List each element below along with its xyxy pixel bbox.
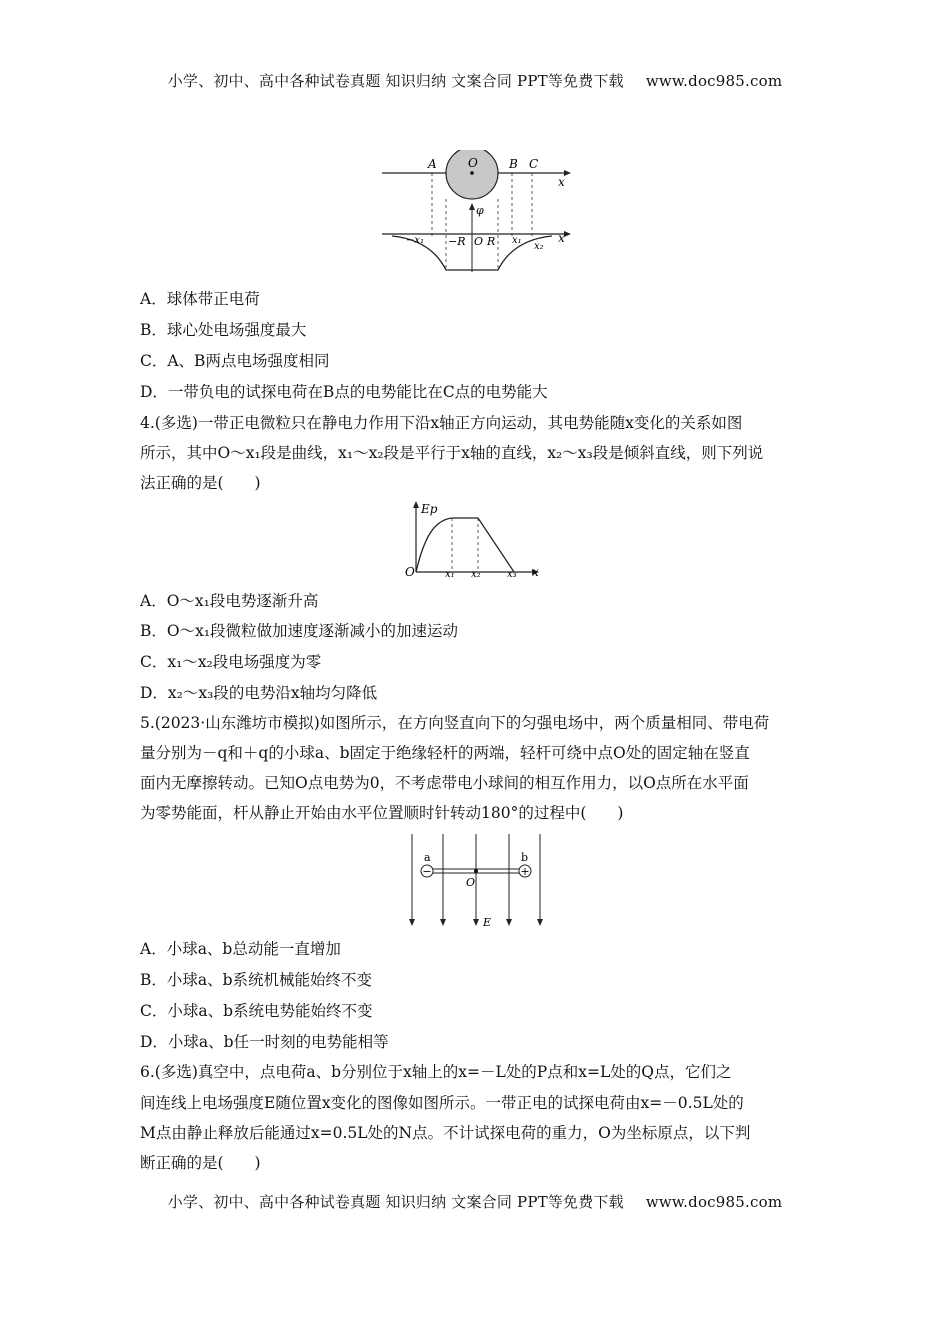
minus-sign: − — [422, 865, 432, 878]
plus-sign: + — [520, 865, 530, 878]
label-C: C — [529, 157, 539, 171]
q4-option-a: A．O～x₁段电势逐渐升高 — [140, 592, 319, 610]
label-B: B — [509, 157, 518, 171]
q5-stem-line-1: 5.(2023·山东潍坊市模拟)如图所示，在方向竖直向下的匀强电场中，两个质量相同、带电荷 — [140, 714, 770, 732]
q4-stem-line-2: 所示，其中O～x₁段是曲线，x₁～x₂段是平行于x轴的直线，x₂～x₃段是倾斜直线，则下列说 — [140, 444, 764, 462]
page-header — [0, 70, 950, 91]
q6-stem-line-2: 间连线上电场强度E随位置x变化的图像如图所示。一带正电的试探电荷由x=－0.5L处的 — [140, 1094, 744, 1112]
q4-option-c: C．x₁～x₂段电场强度为零 — [140, 653, 322, 671]
q4-stem-line-1: 4.(多选)一带正电微粒只在静电力作用下沿x轴正方向运动，其电势能随x变化的关系如图 — [140, 414, 743, 432]
q4-option-d: D．x₂～x₃段的电势沿x轴均匀降低 — [140, 684, 378, 702]
q6-stem-line-3: M点由静止释放后能通过x=0.5L处的N点。不计试探电荷的重力，O为坐标原点，以下判 — [140, 1124, 751, 1142]
label-ep: Ep — [421, 502, 438, 516]
label-a: a — [424, 851, 431, 864]
label-b: b — [521, 851, 529, 864]
label-x-bottom: x — [558, 231, 565, 245]
q4-option-b: B．O～x₁段微粒做加速度逐渐减小的加速运动 — [140, 622, 459, 640]
q3-option-b: B．球心处电场强度最大 — [140, 321, 307, 339]
q4-stem-line-3: 法正确的是( ) — [140, 474, 261, 492]
q5-option-d: D．小球a、b任一时刻的电势能相等 — [140, 1033, 389, 1051]
label-x1: x₁ — [512, 235, 522, 246]
rod-field-figure — [402, 832, 550, 932]
page-footer — [0, 1191, 950, 1212]
q3-option-c: C．A、B两点电场强度相同 — [140, 352, 330, 370]
label-O-top: O — [468, 156, 478, 170]
label-neg-x1: −x₁ — [406, 235, 425, 246]
label-E: E — [483, 916, 492, 929]
q3-option-d: D．一带负电的试探电荷在B点的电势能比在C点的电势能大 — [140, 383, 548, 401]
header-text: 小学、初中、高中各种试卷真题 知识归纳 文案合同 PPT等免费下载 — [167, 72, 624, 90]
label-x-top: x — [558, 175, 565, 189]
q5-stem-line-3: 面内无摩擦转动。已知O点电势为0，不考虑带电小球间的相互作用力，以O点所在水平面 — [140, 774, 749, 792]
q5-option-b: B．小球a、b系统机械能始终不变 — [140, 971, 373, 989]
q5-stem-line-2: 量分别为－q和＋q的小球a、b固定于绝缘轻杆的两端，轻杆可绕中点O处的固定轴在竖直 — [140, 744, 750, 762]
label-A: A — [428, 157, 437, 171]
footer-text: 小学、初中、高中各种试卷真题 知识归纳 文案合同 PPT等免费下载 — [167, 1193, 624, 1211]
footer-url: www.doc985.com — [645, 1193, 783, 1211]
label-phi: φ — [476, 204, 484, 217]
label-x: x — [532, 565, 539, 579]
q5-stem-line-4: 为零势能面，杆从静止开始由水平位置顺时针转动180°的过程中( ) — [140, 804, 624, 822]
q6-stem-line-1: 6.(多选)真空中，点电荷a、b分别位于x轴上的x=－L处的P点和x=L处的Q点，它们之 — [140, 1063, 732, 1081]
tick-x2: x₂ — [471, 569, 481, 580]
label-O: O — [466, 876, 476, 889]
label-neg-R: −R — [448, 235, 466, 248]
sphere-potential-figure — [378, 150, 574, 276]
q5-option-a: A．小球a、b总动能一直增加 — [140, 940, 341, 958]
header-url: www.doc985.com — [645, 72, 783, 90]
tick-x1: x₁ — [445, 569, 455, 580]
q6-stem-line-4: 断正确的是( ) — [140, 1154, 261, 1172]
label-x2: x₂ — [534, 241, 544, 252]
label-origin: O — [405, 565, 415, 579]
q5-option-c: C．小球a、b系统电势能始终不变 — [140, 1002, 373, 1020]
label-O-bottom: O — [474, 235, 484, 248]
label-R: R — [487, 235, 496, 248]
ep-x-graph — [402, 498, 550, 582]
tick-x3: x₃ — [507, 569, 517, 580]
q3-option-a: A．球体带正电荷 — [140, 290, 260, 308]
